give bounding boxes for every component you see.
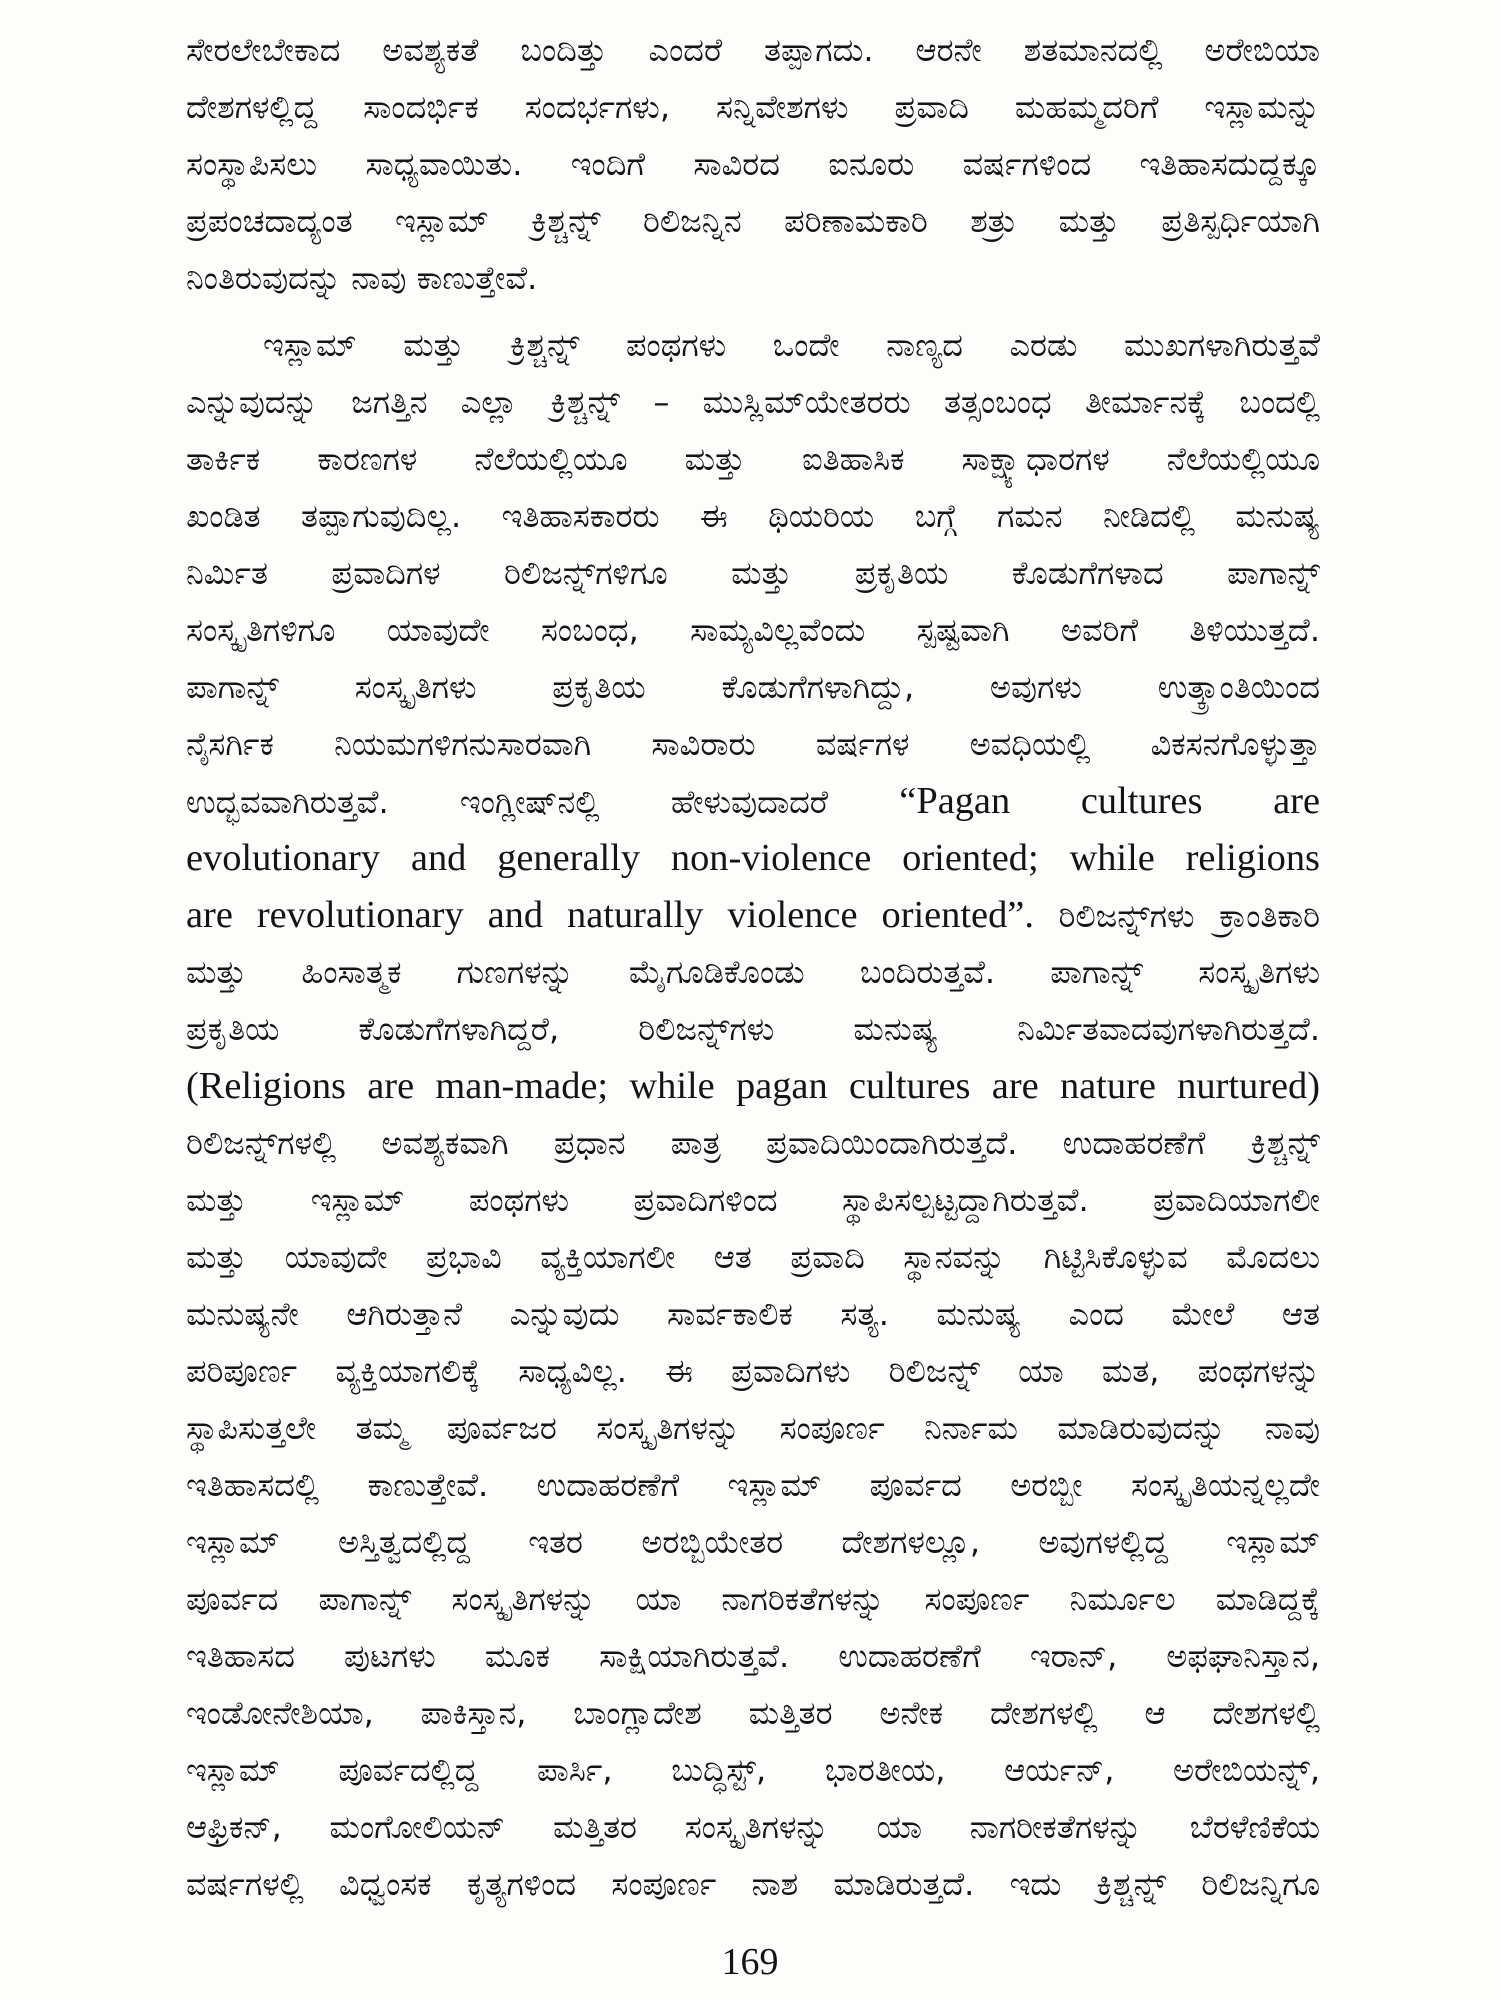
english-quote-text: “Pagan cultures are bbox=[899, 780, 1320, 822]
text-line bbox=[186, 1457, 1320, 1514]
text-line bbox=[186, 193, 1320, 250]
text-line bbox=[186, 1286, 1320, 1343]
text-line bbox=[186, 944, 1320, 1001]
text-line bbox=[186, 1343, 1320, 1400]
kannada-text: ಪೂರ್ವದ ಪಾಗಾನ್ನ್ ಸಂಸ್ಕೃತಿಗಳನ್ನು ಯಾ ನಾಗರಿಕತೆಗಳನ್ನು ಸಂಪೂರ್ಣ ನಿರ್ಮೂಲ ಮಾಡಿದ್ದಕ್ಕೆ bbox=[186, 1580, 1320, 1618]
text-line bbox=[186, 1001, 1320, 1058]
text-line bbox=[186, 1115, 1320, 1172]
text-line bbox=[186, 136, 1320, 193]
text-line bbox=[186, 830, 1320, 887]
text-line bbox=[186, 1229, 1320, 1286]
paragraph bbox=[186, 317, 1320, 1913]
kannada-text: ಇಸ್ಲಾಮ್ ಪೂರ್ವದಲ್ಲಿದ್ದ ಪಾರ್ಸಿ, ಬುದ್ಧಿಸ್ಟ್, ಭಾರತೀಯ, ಆರ್ಯನ್, ಅರೇಬಿಯನ್ನ್, bbox=[186, 1751, 1320, 1789]
kannada-text: ತಾರ್ಕಿಕ ಕಾರಣಗಳ ನೆಲೆಯಲ್ಲಿಯೂ ಮತ್ತು ಐತಿಹಾಸಿಕ ಸಾಕ್ಷ್ಯಾಧಾರಗಳ ನೆಲೆಯಲ್ಲಿಯೂ bbox=[186, 440, 1320, 478]
kannada-text: ಇತಿಹಾಸದಲ್ಲಿ ಕಾಣುತ್ತೇವೆ. ಉದಾಹರಣೆಗೆ ಇಸ್ಲಾಮ್ ಪೂರ್ವದ ಅರಬ್ಬೀ ಸಂಸ್ಕೃತಿಯನ್ನಲ್ಲದೇ bbox=[186, 1466, 1320, 1504]
kannada-text: ರಿಲಿಜನ್ನ್‌ಗಳಲ್ಲಿ ಅವಶ್ಯಕವಾಗಿ ಪ್ರಧಾನ ಪಾತ್ರ ಪ್ರವಾದಿಯಿಂದಾಗಿರುತ್ತದೆ. ಉದಾಹರಣೆಗೆ ಕ್ರಿಶ್ಚನ್ನ್ bbox=[186, 1124, 1320, 1162]
text-line bbox=[186, 79, 1320, 136]
kannada-text: ಇತಿಹಾಸದ ಪುಟಗಳು ಮೂಕ ಸಾಕ್ಷಿಯಾಗಿರುತ್ತವೆ. ಉದಾಹರಣೆಗೆ ಇರಾನ್, ಅಫಘಾನಿಸ್ತಾನ, bbox=[186, 1637, 1320, 1675]
text-body bbox=[186, 22, 1320, 1913]
kannada-text: ಮತ್ತು ಇಸ್ಲಾಮ್ ಪಂಥಗಳು ಪ್ರವಾದಿಗಳಿಂದ ಸ್ಥಾಪಿಸಲ್ಪಟ್ಟದ್ದಾಗಿರುತ್ತವೆ. ಪ್ರವಾದಿಯಾಗಲೀ bbox=[186, 1181, 1320, 1219]
english-quote-text: are revolutionary and naturally violence oriented”. bbox=[186, 894, 1034, 936]
kannada-text: ಸ್ಥಾಪಿಸುತ್ತಲೇ ತಮ್ಮ ಪೂರ್ವಜರ ಸಂಸ್ಕೃತಿಗಳನ್ನು ಸಂಪೂರ್ಣ ನಿರ್ನಾಮ ಮಾಡಿರುವುದನ್ನು ನಾವು bbox=[186, 1409, 1320, 1447]
kannada-text: ಎನ್ನುವುದನ್ನು ಜಗತ್ತಿನ ಎಲ್ಲಾ ಕ್ರಿಶ್ಚನ್ನ್ – ಮುಸ್ಲಿಮ್‌ಯೇತರರು ತತ್ಸಂಬಂಧ ತೀರ್ಮಾನಕ್ಕೆ ಬಂದಲ್ಲಿ bbox=[186, 383, 1320, 421]
kannada-text: ಖಂಡಿತ ತಪ್ಪಾಗುವುದಿಲ್ಲ. ಇತಿಹಾಸಕಾರರು ಈ ಥಿಯರಿಯ ಬಗ್ಗೆ ಗಮನ ನೀಡಿದಲ್ಲಿ ಮನುಷ್ಯ bbox=[186, 497, 1320, 535]
kannada-text: ರಿಲಿಜನ್ನ್‌ಗಳು ಕ್ರಾಂತಿಕಾರಿ bbox=[1033, 897, 1320, 935]
text-line bbox=[186, 317, 1320, 374]
text-line bbox=[186, 1799, 1320, 1856]
text-line bbox=[186, 1058, 1320, 1115]
text-line bbox=[186, 773, 1320, 830]
text-line bbox=[186, 488, 1320, 545]
text-line bbox=[186, 602, 1320, 659]
kannada-text: ಇಸ್ಲಾಮ್ ಅಸ್ತಿತ್ವದಲ್ಲಿದ್ದ ಇತರ ಅರಬ್ಬಿಯೇತರ ದೇಶಗಳಲ್ಲೂ, ಅವುಗಳಲ್ಲಿದ್ದ ಇಸ್ಲಾಮ್ bbox=[186, 1523, 1320, 1561]
kannada-text: ಪ್ರಕೃತಿಯ ಕೊಡುಗೆಗಳಾಗಿದ್ದರೆ, ರಿಲಿಜನ್ನ್‌ಗಳು ಮನುಷ್ಯ ನಿರ್ಮಿತವಾದವುಗಳಾಗಿರುತ್ತದೆ. bbox=[186, 1010, 1320, 1048]
text-line bbox=[186, 22, 1320, 79]
kannada-text: ದೇಶಗಳಲ್ಲಿದ್ದ ಸಾಂದರ್ಭಿಕ ಸಂದರ್ಭಗಳು, ಸನ್ನಿವೇಶಗಳು ಪ್ರವಾದಿ ಮಹಮ್ಮದರಿಗೆ ಇಸ್ಲಾಮನ್ನು bbox=[186, 88, 1320, 126]
text-line bbox=[186, 250, 1320, 307]
kannada-text: ಆಫ್ರಿಕನ್, ಮಂಗೋಲಿಯನ್ ಮತ್ತಿತರ ಸಂಸ್ಕೃತಿಗಳನ್ನು ಯಾ ನಾಗರೀಕತೆಗಳನ್ನು ಬೆರಳೆಣಿಕೆಯ bbox=[186, 1808, 1320, 1846]
kannada-text: ವರ್ಷಗಳಲ್ಲಿ ವಿಧ್ವಂಸಕ ಕೃತ್ಯಗಳಿಂದ ಸಂಪೂರ್ಣ ನಾಶ ಮಾಡಿರುತ್ತದೆ. ಇದು ಕ್ರಿಶ್ಚನ್ನ್ ರಿಲಿಜನ್ನಿಗೂ bbox=[186, 1865, 1320, 1903]
text-line bbox=[186, 887, 1320, 944]
text-line bbox=[186, 545, 1320, 602]
kannada-text: ಸಂಸ್ಕೃತಿಗಳಿಗೂ ಯಾವುದೇ ಸಂಬಂಧ, ಸಾಮ್ಯವಿಲ್ಲವೆಂದು ಸ್ಪಷ್ಟವಾಗಿ ಅವರಿಗೆ ತಿಳಿಯುತ್ತದೆ. bbox=[186, 611, 1320, 649]
text-line bbox=[186, 374, 1320, 431]
text-line bbox=[186, 1571, 1320, 1628]
kannada-text: ಪರಿಪೂರ್ಣ ವ್ಯಕ್ತಿಯಾಗಲಿಕ್ಕೆ ಸಾಧ್ಯವಿಲ್ಲ. ಈ ಪ್ರವಾದಿಗಳು ರಿಲಿಜನ್ನ್ ಯಾ ಮತ, ಪಂಥಗಳನ್ನು bbox=[186, 1352, 1320, 1390]
kannada-text: ಪಾಗಾನ್ನ್ ಸಂಸ್ಕೃತಿಗಳು ಪ್ರಕೃತಿಯ ಕೊಡುಗೆಗಳಾಗಿದ್ದು, ಅವುಗಳು ಉತ್ಕ್ರಾಂತಿಯಿಂದ bbox=[186, 668, 1320, 706]
text-line bbox=[186, 1685, 1320, 1742]
kannada-text: ಮತ್ತು ಹಿಂಸಾತ್ಮಕ ಗುಣಗಳನ್ನು ಮೈಗೂಡಿಕೊಂಡು ಬಂದಿರುತ್ತವೆ. ಪಾಗಾನ್ನ್ ಸಂಸ್ಕೃತಿಗಳು bbox=[186, 953, 1320, 991]
text-line bbox=[186, 1856, 1320, 1913]
paragraph bbox=[186, 22, 1320, 307]
kannada-text: ನಿರ್ಮಿತ ಪ್ರವಾದಿಗಳ ರಿಲಿಜನ್ನ್‌ಗಳಿಗೂ ಮತ್ತು ಪ್ರಕೃತಿಯ ಕೊಡುಗೆಗಳಾದ ಪಾಗಾನ್ನ್ bbox=[186, 554, 1320, 592]
kannada-text: ಮತ್ತು ಯಾವುದೇ ಪ್ರಭಾವಿ ವ್ಯಕ್ತಿಯಾಗಲೀ ಆತ ಪ್ರವಾದಿ ಸ್ಥಾನವನ್ನು ಗಿಟ್ಟಿಸಿಕೊಳ್ಳುವ ಮೊದಲು bbox=[186, 1238, 1320, 1276]
kannada-text: ಸಂಸ್ಥಾಪಿಸಲು ಸಾಧ್ಯವಾಯಿತು. ಇಂದಿಗೆ ಸಾವಿರದ ಐನೂರು ವರ್ಷಗಳಿಂದ ಇತಿಹಾಸದುದ್ದಕ್ಕೂ bbox=[186, 145, 1320, 183]
kannada-text: ಇಂಡೋನೇಶಿಯಾ, ಪಾಕಿಸ್ತಾನ, ಬಾಂಗ್ಲಾದೇಶ ಮತ್ತಿತರ ಅನೇಕ ದೇಶಗಳಲ್ಲಿ ಆ ದೇಶಗಳಲ್ಲಿ bbox=[186, 1694, 1320, 1732]
text-line bbox=[186, 1628, 1320, 1685]
text-line bbox=[186, 1514, 1320, 1571]
text-line bbox=[186, 1400, 1320, 1457]
kannada-text: ನಿಂತಿರುವುದನ್ನು ನಾವು ಕಾಣುತ್ತೇವೆ. bbox=[186, 259, 538, 297]
english-text: (Religions are man-made; while pagan cultures are nature nurtured) bbox=[186, 1065, 1320, 1107]
kannada-text: ನೈಸರ್ಗಿಕ ನಿಯಮಗಳಿಗನುಸಾರವಾಗಿ ಸಾವಿರಾರು ವರ್ಷಗಳ ಅವಧಿಯಲ್ಲಿ ವಿಕಸನಗೊಳ್ಳುತ್ತಾ bbox=[186, 725, 1320, 763]
kannada-text: ಸೇರಲೇಬೇಕಾದ ಅವಶ್ಯಕತೆ ಬಂದಿತ್ತು ಎಂದರೆ ತಪ್ಪಾಗದು. ಆರನೇ ಶತಮಾನದಲ್ಲಿ ಅರೇಬಿಯಾ bbox=[186, 31, 1320, 69]
text-line bbox=[186, 1172, 1320, 1229]
english-quote-text: evolutionary and generally non-violence oriented; while religions bbox=[186, 837, 1320, 879]
kannada-text: ಮನುಷ್ಯನೇ ಆಗಿರುತ್ತಾನೆ ಎನ್ನುವುದು ಸಾರ್ವಕಾಲಿಕ ಸತ್ಯ. ಮನುಷ್ಯ ಎಂದ ಮೇಲೆ ಆತ bbox=[186, 1295, 1320, 1333]
text-line bbox=[186, 659, 1320, 716]
text-line bbox=[186, 716, 1320, 773]
text-line bbox=[186, 431, 1320, 488]
page-number: 169 bbox=[721, 1941, 779, 1983]
kannada-text: ಉದ್ಭವವಾಗಿರುತ್ತವೆ. ಇಂಗ್ಲೀಷ್‌ನಲ್ಲಿ ಹೇಳುವುದಾದರೆ bbox=[186, 783, 900, 821]
kannada-text: ಪ್ರಪಂಚದಾದ್ಯಂತ ಇಸ್ಲಾಮ್ ಕ್ರಿಶ್ಚನ್ನ್ ರಿಲಿಜನ್ನಿನ ಪರಿಣಾಮಕಾರಿ ಶತ್ರು ಮತ್ತು ಪ್ರತಿಸ್ಪರ್ಧಿಯಾಗಿ bbox=[186, 202, 1320, 240]
text-line bbox=[186, 1742, 1320, 1799]
kannada-text: ಇಸ್ಲಾಮ್ ಮತ್ತು ಕ್ರಿಶ್ಚನ್ನ್ ಪಂಥಗಳು ಒಂದೇ ನಾಣ್ಯದ ಎರಡು ಮುಖಗಳಾಗಿರುತ್ತವೆ bbox=[263, 326, 1320, 364]
